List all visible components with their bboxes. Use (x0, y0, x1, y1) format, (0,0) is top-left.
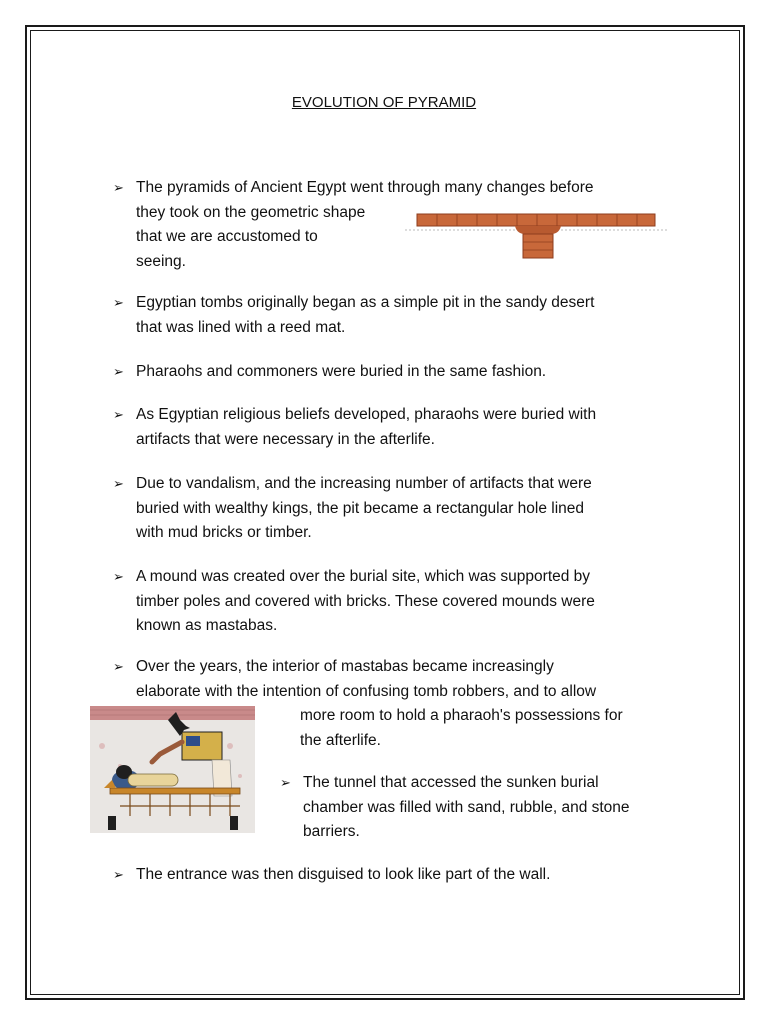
arrow-bullet-icon: ➢ (113, 295, 124, 310)
bullet-line: timber poles and covered with bricks. These covered mounds were (136, 592, 595, 610)
arrow-bullet-icon: ➢ (113, 364, 124, 379)
bullet-line: barriers. (303, 823, 360, 840)
bullet-line: they took on the geometric shape (136, 203, 366, 221)
arrow-bullet-icon: ➢ (113, 659, 124, 674)
bullet-line: Pharaohs and commoners were buried in the same fashion. (136, 363, 547, 380)
arrow-bullet-icon: ➢ (113, 569, 124, 584)
bullet-line: that was lined with a reed mat. (136, 318, 346, 336)
bullet-line: As Egyptian religious beliefs developed, pharaohs were buried with (136, 406, 597, 423)
page-title: EVOLUTION OF PYRAMID (291, 94, 477, 111)
bullet-line: artifacts that were necessary in the afterlife. (136, 430, 435, 448)
bullet-line: elaborate with the intention of confusing tomb robbers, and to allow (136, 682, 597, 700)
arrow-bullet-icon: ➢ (113, 867, 124, 882)
bullet-line: Egyptian tombs originally began as a simple pit in the sandy desert (136, 294, 595, 311)
arrow-bullet-icon: ➢ (113, 407, 124, 422)
bullet-line: The tunnel that accessed the sunken burial (303, 774, 599, 791)
bullet-line: with mud bricks or timber. (136, 524, 312, 541)
arrow-bullet-icon: ➢ (113, 180, 124, 195)
bullet-line: A mound was created over the burial site, which was supported by (136, 568, 591, 585)
bullet-line: seeing. (136, 252, 186, 270)
anubis-embalming-illustration (90, 706, 255, 833)
arrow-bullet-icon: ➢ (280, 775, 291, 790)
bullet-line: buried with wealthy kings, the pit became a rectangular hole lined (136, 499, 585, 517)
bullet-line: Due to vandalism, and the increasing number of artifacts that were (136, 475, 592, 492)
bullet-line: known as mastabas. (136, 617, 278, 634)
bullet-line: The entrance was then disguised to look like part of the wall. (136, 866, 551, 883)
bullet-line: Over the years, the interior of mastabas became increasingly (136, 658, 554, 675)
arrow-bullet-icon: ➢ (113, 476, 124, 491)
pit-tomb-illustration (405, 208, 667, 260)
bullet-line: The pyramids of Ancient Egypt went through many changes before (136, 179, 594, 196)
bullet-line: the afterlife. (300, 731, 381, 749)
bullet-line: chamber was filled with sand, rubble, and stone (303, 798, 630, 816)
bullet-line: that we are accustomed to (136, 228, 318, 245)
bullet-line: more room to hold a pharaoh's possessions for (300, 707, 623, 724)
